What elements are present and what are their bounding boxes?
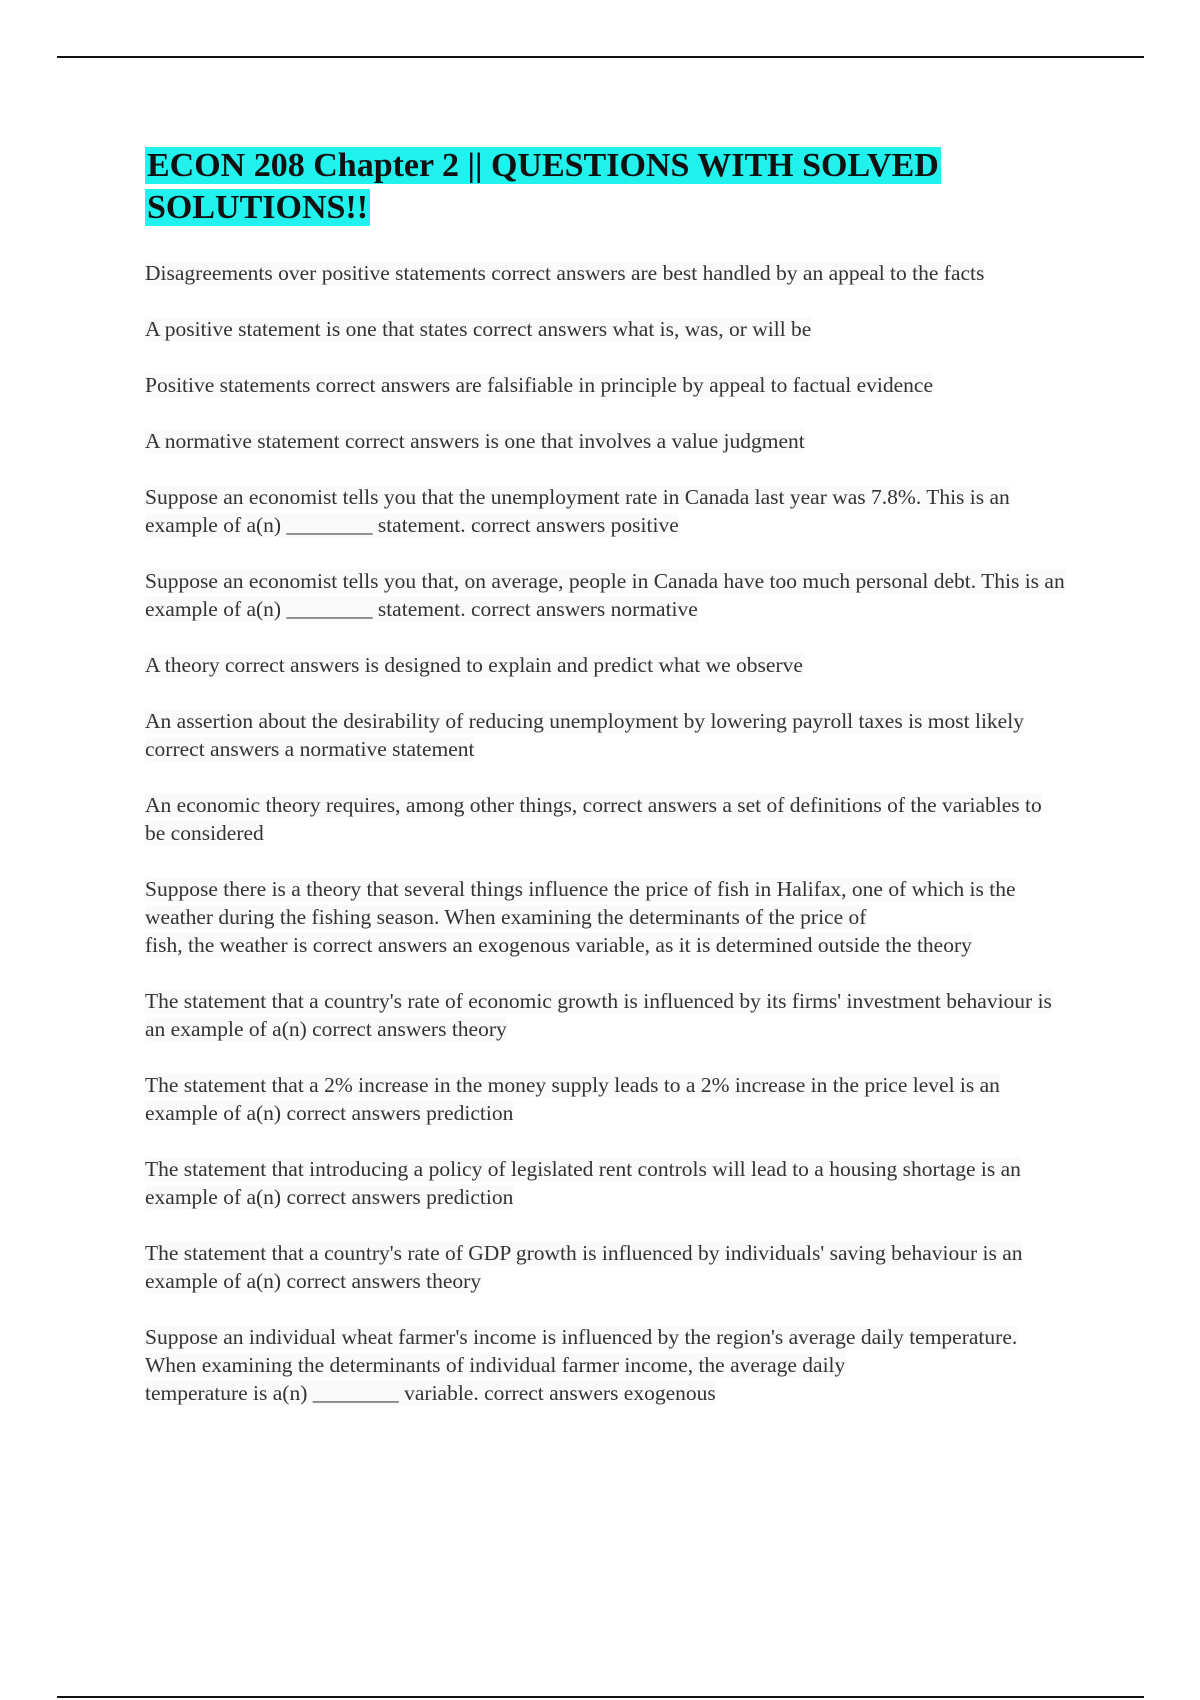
qa-item-text: A theory correct answers is designed to explain and predict what we observe [145, 653, 803, 677]
top-rule [57, 56, 1144, 58]
qa-item [145, 483, 1065, 539]
qa-item [145, 875, 1065, 959]
qa-item [145, 259, 1065, 287]
qa-item-text: An economic theory requires, among other things, correct answers a set of definitions of the variables to be considered [145, 793, 1042, 845]
qa-item [145, 987, 1065, 1043]
qa-item-text: Suppose there is a theory that several things influence the price of fish in Halifax, one of which is the weather during the fishing season. When examining the determinants of the price of fish, the weather is correct answers an exogenous variable, as it is determined outside the theory [145, 877, 1016, 957]
qa-item-text: The statement that introducing a policy of legislated rent controls will lead to a housing shortage is an example of a(n) correct answers prediction [145, 1157, 1021, 1209]
document-title [145, 145, 1065, 229]
qa-item-text: A positive statement is one that states correct answers what is, was, or will be [145, 317, 812, 341]
qa-item-text: Suppose an economist tells you that the unemployment rate in Canada last year was 7.8%. This is an example of a(n) ________ statement. correct answers positive [145, 485, 1010, 537]
qa-item [145, 791, 1065, 847]
qa-item-text: Disagreements over positive statements correct answers are best handled by an appeal to the facts [145, 261, 985, 285]
qa-item-text: The statement that a country's rate of economic growth is influenced by its firms' investment behaviour is an example of a(n) correct answers theory [145, 989, 1052, 1041]
qa-item-text: A normative statement correct answers is one that involves a value judgment [145, 429, 805, 453]
document-title-text: ECON 208 Chapter 2 || QUESTIONS WITH SOLVED SOLUTIONS!! [147, 147, 939, 226]
qa-item [145, 1239, 1065, 1295]
qa-item [145, 651, 1065, 679]
qa-item [145, 567, 1065, 623]
qa-item-text: An assertion about the desirability of reducing unemployment by lowering payroll taxes is most likely correct answers a normative statement [145, 709, 1024, 761]
qa-item-text: The statement that a country's rate of GDP growth is influenced by individuals' saving behaviour is an example of a(n) correct answers theory [145, 1241, 1023, 1293]
qa-item [145, 1323, 1065, 1407]
qa-item [145, 707, 1065, 763]
qa-item-text: The statement that a 2% increase in the money supply leads to a 2% increase in the price level is an example of a(n) correct answers prediction [145, 1073, 1000, 1125]
qa-item [145, 427, 1065, 455]
qa-item-text: Suppose an individual wheat farmer's income is influenced by the region's average daily temperature. When examining the determinants of individual farmer income, the average daily temperature is a(n) ________ variable. correct answers exogenous [145, 1325, 1018, 1405]
qa-item [145, 1071, 1065, 1127]
qa-item [145, 315, 1065, 343]
qa-list [145, 259, 1065, 1407]
document-content [145, 145, 1065, 1435]
qa-item [145, 1155, 1065, 1211]
qa-item-text: Positive statements correct answers are falsifiable in principle by appeal to factual evidence [145, 373, 934, 397]
qa-item [145, 371, 1065, 399]
bottom-rule [57, 1696, 1144, 1698]
qa-item-text: Suppose an economist tells you that, on average, people in Canada have too much personal debt. This is an example of a(n) ________ statement. correct answers normative [145, 569, 1065, 621]
